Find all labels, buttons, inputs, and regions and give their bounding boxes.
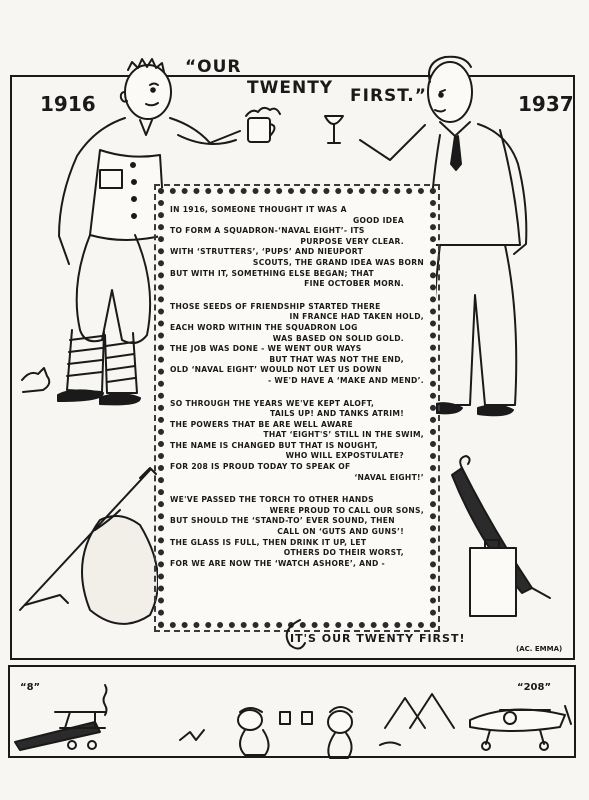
title-line-3: FIRST.” (350, 86, 427, 106)
poem-line: TO FORM A SQUADRON-‘NAVAL EIGHT’- ITS (170, 226, 365, 236)
poem-line: TAILS UP! AND TANKS ATRIM! (269, 409, 404, 419)
poem-line: THOSE SEEDS OF FRIENDSHIP STARTED THERE (170, 301, 381, 311)
artist-signature: (AC. EMMA) (516, 645, 563, 653)
title-line-2: TWENTY (247, 78, 334, 98)
poem-line: THAT ‘EIGHT'S’ STILL IN THE SWIM, (263, 430, 424, 440)
poem-line: BUT THAT WAS NOT THE END, (269, 354, 404, 364)
poem-line: THE POWERS THAT BE ARE WELL AWARE (170, 419, 353, 429)
poem-line: FOR WE ARE NOW THE ‘WATCH ASHORE’, AND - (170, 558, 385, 568)
strip-label-left: “8” (20, 682, 41, 693)
poem-line: WE'VE PASSED THE TORCH TO OTHER HANDS (170, 495, 374, 505)
poem-line: SO THROUGH THE YEARS WE'VE KEPT ALOFT, (170, 398, 375, 408)
poem-line: SCOUTS, THE GRAND IDEA WAS BORN (252, 257, 424, 267)
poem-line: BUT WITH IT, SOMETHING ELSE BEGAN; THAT (170, 268, 375, 278)
poem-line: OLD ‘NAVAL EIGHT’ WOULD NOT LET US DOWN (170, 365, 382, 375)
poem-line: - WE'D HAVE A ‘MAKE AND MEND’. (268, 375, 424, 385)
poem-line: IN FRANCE HAD TAKEN HOLD, (289, 312, 424, 322)
poem-line: THE JOB WAS DONE - WE WENT OUR WAYS (170, 344, 362, 354)
year-left: 1916 (40, 92, 96, 116)
poem-line: THE NAME IS CHANGED BUT THAT IS NOUGHT, (170, 440, 379, 450)
poem-line: WAS BASED ON SOLID GOLD. (272, 333, 404, 343)
poem-line: EACH WORD WITHIN THE SQUADRON LOG (170, 322, 358, 332)
closing-line: IT'S OUR TWENTY FIRST! (290, 632, 466, 645)
poem-line: WERE PROUD TO CALL OUR SONS, (269, 505, 424, 515)
poem-line: PURPOSE VERY CLEAR. (300, 236, 404, 246)
poem-line: CALL ON ‘GUTS AND GUNS’! (277, 527, 404, 537)
poem-line: FOR 208 IS PROUD TODAY TO SPEAK OF (170, 462, 351, 472)
poem-line: THE GLASS IS FULL, THEN DRINK IT UP, LET (170, 537, 367, 547)
strip-label-right: “208” (517, 682, 552, 693)
poem-line: WITH ‘STRUTTERS’, ‘PUPS’ AND NIEUPORT (170, 247, 364, 257)
poem-line: GOOD IDEA (353, 215, 404, 225)
year-right: 1937 (518, 92, 574, 116)
poem-line: IN 1916, SOMEONE THOUGHT IT WAS A (170, 205, 347, 214)
poem-line: OTHERS DO THEIR WORST, (283, 548, 404, 558)
poem-line: BUT SHOULD THE ‘STAND-TO’ EVER SOUND, THEN (170, 516, 395, 526)
poem-line: FINE OCTOBER MORN. (304, 279, 404, 289)
poem-line: WHO WILL EXPOSTULATE? (285, 451, 404, 461)
poem-line: ‘NAVAL EIGHT!’ (354, 472, 424, 482)
title-line-1: “OUR (185, 57, 242, 77)
